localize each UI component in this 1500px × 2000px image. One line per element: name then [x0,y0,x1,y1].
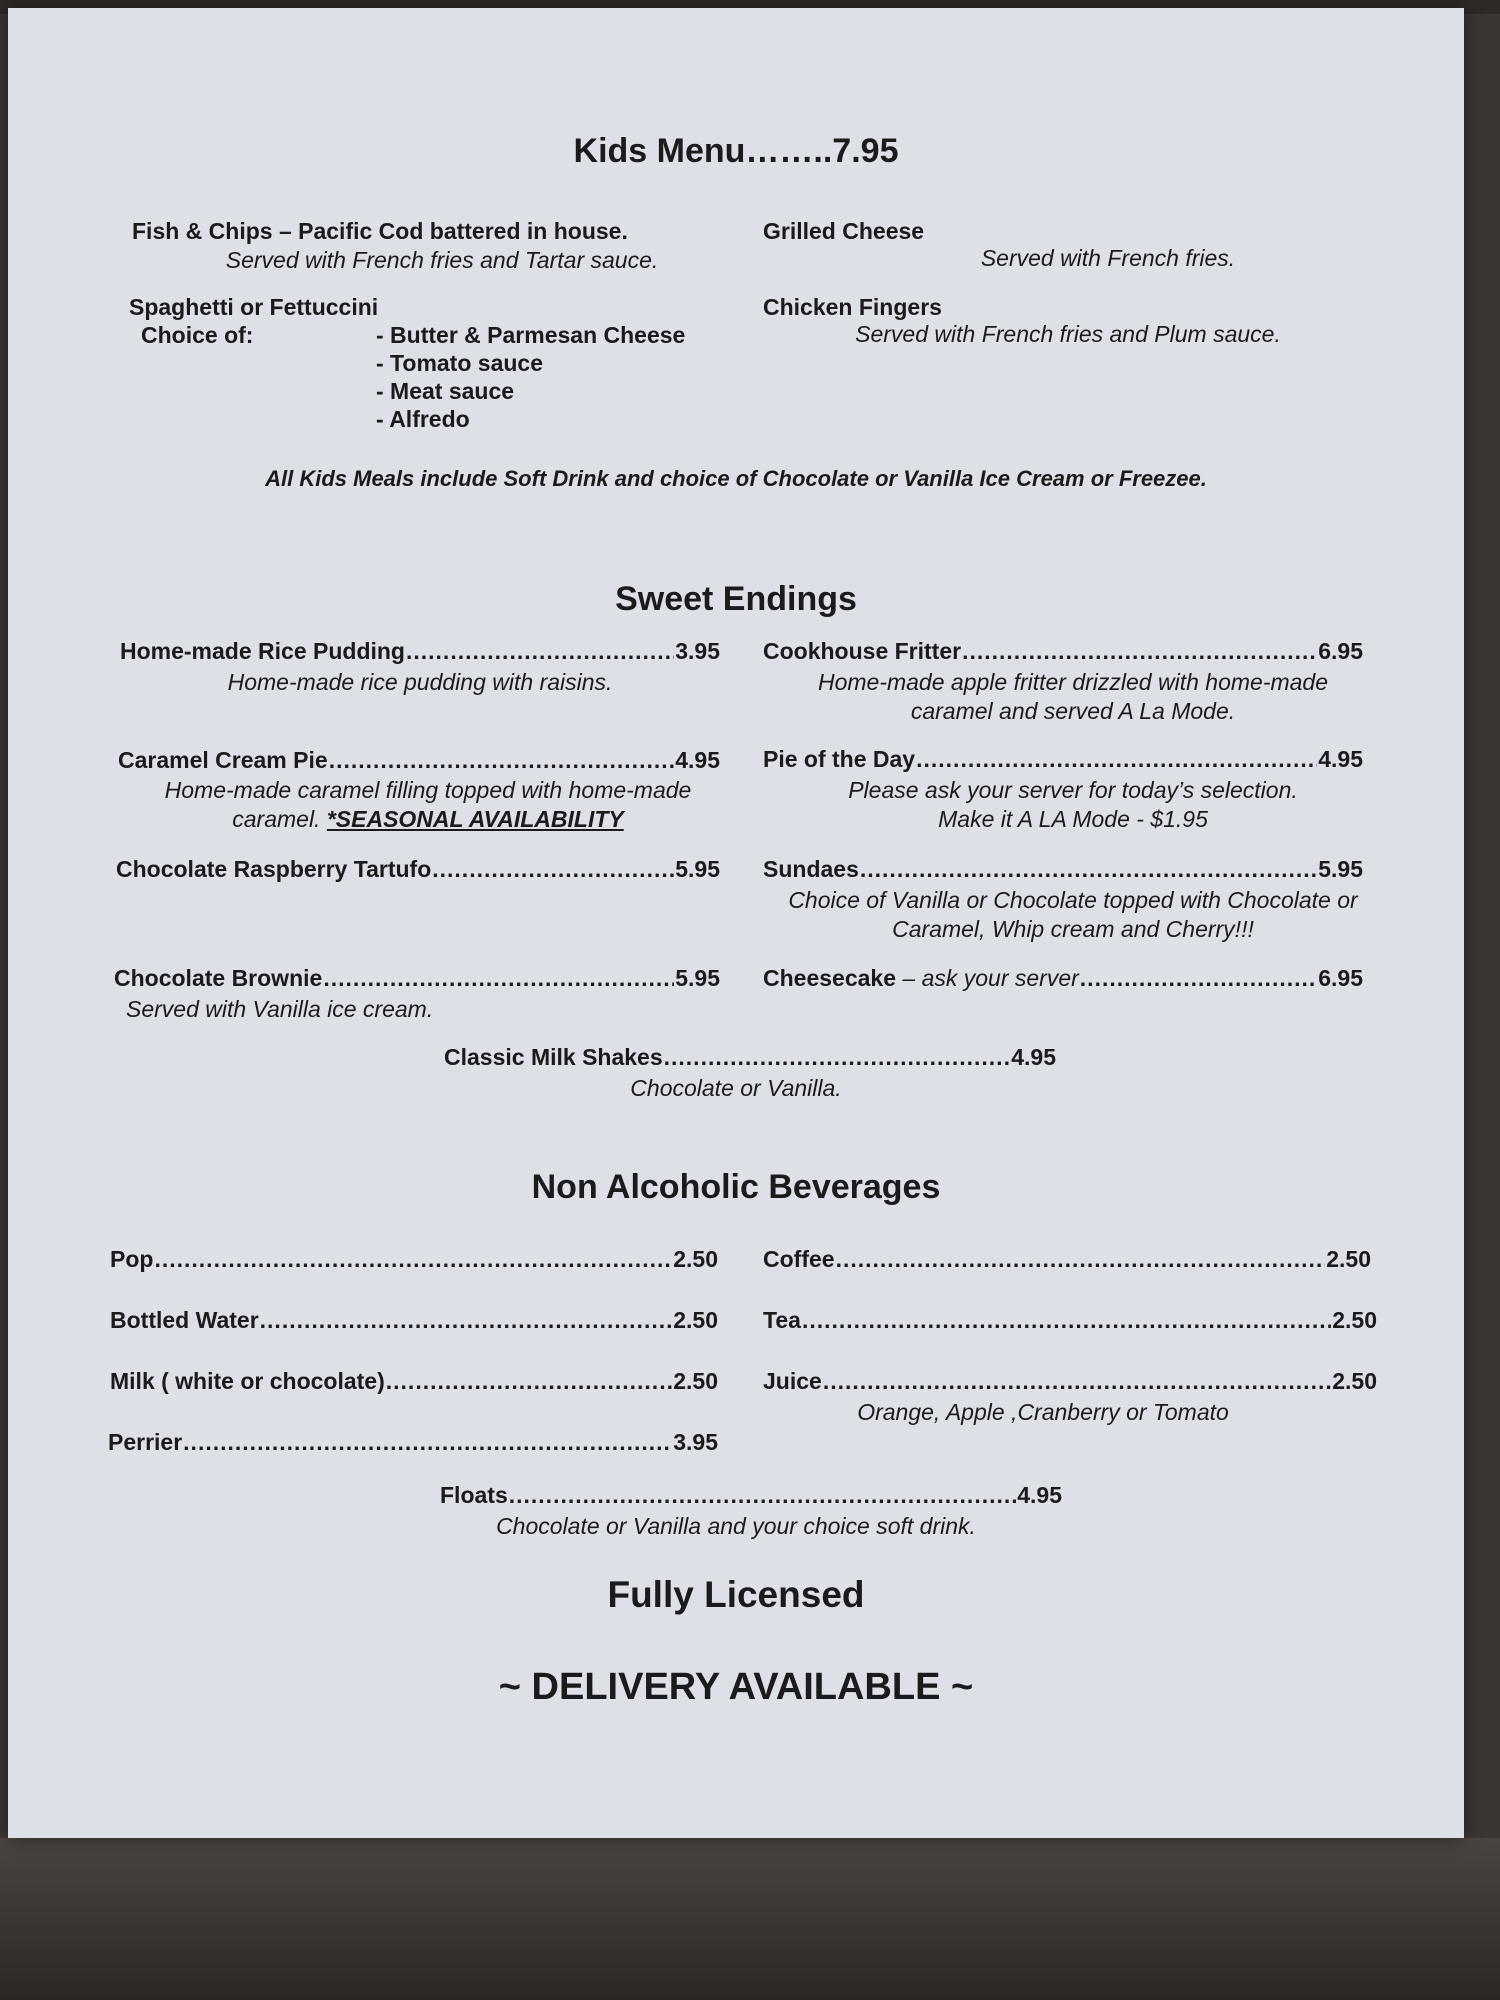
kids-meals-note: All Kids Meals include Soft Drink and choice of Chocolate or Vanilla Ice Cream or Freezee. [265,466,1207,491]
coffee-name: Coffee [763,1246,835,1272]
cookhouse-fritter-name: Cookhouse Fritter [763,638,962,664]
cheesecake-suffix: – ask your server [896,965,1079,991]
water-line [110,1307,718,1334]
delivery-available: ~ DELIVERY AVAILABLE ~ [498,1666,974,1708]
pie-of-day-name: Pie of the Day [763,746,916,772]
dot-leader [664,1044,1011,1071]
grilled-cheese-name: Grilled Cheese [763,218,925,244]
dot-leader [183,1429,672,1456]
dot-leader [916,746,1317,773]
pie-of-day-a-la-mode: Make it A LA Mode - $1.95 [938,806,1208,832]
coffee-price: 2.50 [1326,1246,1371,1272]
cheesecake-price: 6.95 [1318,965,1363,991]
perrier-line [108,1429,718,1456]
cookhouse-fritter-line [763,638,1363,665]
cheesecake-name [763,965,1079,992]
dot-leader [823,1368,1331,1395]
pop-price: 2.50 [673,1246,718,1272]
dot-leader [962,638,1317,665]
spaghetti-choice-1: - Butter & Parmesan Cheese [376,322,686,348]
tea-name: Tea [763,1307,801,1333]
coffee-line [763,1246,1371,1273]
dot-leader [386,1368,672,1395]
spaghetti-choice-2: - Tomato sauce [376,350,543,376]
milk-price: 2.50 [673,1368,718,1394]
beverages-title: Non Alcoholic Beverages [531,1168,941,1206]
sundaes-name: Sundaes [763,856,859,882]
perrier-price: 3.95 [673,1429,718,1455]
cheesecake-line [763,965,1363,992]
pie-of-day-line [763,746,1363,773]
kids-menu-title: Kids Menu……..7.95 [573,132,899,170]
sweet-endings-title: Sweet Endings [615,580,857,618]
dot-leader [432,856,674,883]
spaghetti-choice-3: - Meat sauce [376,378,515,404]
milk-shakes-name: Classic Milk Shakes [444,1044,663,1070]
juice-line [763,1368,1377,1395]
dot-leader [329,747,675,774]
juice-price: 2.50 [1332,1368,1377,1394]
brownie-name: Chocolate Brownie [114,965,323,991]
rice-pudding-desc: Home-made rice pudding with raisins. [227,669,613,695]
juice-desc: Orange, Apple ,Cranberry or Tomato [857,1399,1229,1425]
water-name: Bottled Water [110,1307,259,1333]
cookhouse-fritter-desc: Home-made apple fritter drizzled with home-made caramel and served A La Mode. [817,669,1329,724]
caramel-pie-desc-block [148,776,708,834]
spaghetti-name: Spaghetti or Fettuccini [129,294,379,320]
dot-leader [406,638,674,665]
chicken-fingers-desc: Served with French fries and Plum sauce. [855,321,1281,347]
spaghetti-choice-label: Choice of: [141,322,254,348]
sundaes-price: 5.95 [1318,856,1363,882]
cheesecake-title: Cheesecake [763,965,896,991]
pie-of-day-price: 4.95 [1318,746,1363,772]
milk-name: Milk ( white or chocolate) [110,1368,385,1394]
dot-leader [860,856,1317,883]
rice-pudding-name: Home-made Rice Pudding [120,638,405,664]
brownie-price: 5.95 [675,965,720,991]
chicken-fingers-name: Chicken Fingers [763,294,942,320]
grilled-cheese-desc: Served with French fries. [980,245,1236,271]
dot-leader [836,1246,1326,1273]
fish-chips-name: Fish & Chips – Pacific Cod battered in house. [132,218,628,244]
brownie-line [114,965,720,992]
milk-shakes-line [444,1044,1056,1071]
milk-line [110,1368,718,1395]
milk-shakes-price: 4.95 [1011,1044,1056,1070]
caramel-pie-line [118,747,720,774]
sundaes-line [763,856,1363,883]
dot-leader [323,965,674,992]
tartufo-line [116,856,720,883]
dot-leader [509,1482,1017,1509]
pop-line [110,1246,718,1273]
rice-pudding-price: 3.95 [675,638,720,664]
caramel-pie-price: 4.95 [675,747,720,773]
juice-name: Juice [763,1368,822,1394]
floats-desc: Chocolate or Vanilla and your choice soft drink. [496,1513,976,1539]
floats-name: Floats [440,1482,508,1508]
water-price: 2.50 [673,1307,718,1333]
brownie-desc: Served with Vanilla ice cream. [126,996,434,1022]
perrier-name: Perrier [108,1429,183,1455]
seasonal-availability: *SEASONAL AVAILABILITY [326,806,624,832]
spaghetti-choice-4: - Alfredo [376,406,470,432]
tartufo-name: Chocolate Raspberry Tartufo [116,856,432,882]
dot-leader [802,1307,1331,1334]
rice-pudding-line [120,638,720,665]
pie-of-day-desc: Please ask your server for today’s selection. [848,777,1298,803]
pop-name: Pop [110,1246,154,1272]
dot-leader [260,1307,673,1334]
caramel-pie-desc: Home-made caramel filling topped with home-made caramel. [164,777,692,832]
fish-chips-desc: Served with French fries and Tartar sauce. [225,247,659,273]
tea-price: 2.50 [1332,1307,1377,1333]
floats-line [440,1482,1062,1509]
table-surface [0,1838,1500,2000]
dot-leader [154,1246,672,1273]
tea-line [763,1307,1377,1334]
caramel-pie-name: Caramel Cream Pie [118,747,328,773]
menu-page [8,8,1464,1838]
fully-licensed: Fully Licensed [607,1574,865,1615]
dot-leader [1080,965,1317,992]
milk-shakes-desc: Chocolate or Vanilla. [630,1075,842,1101]
tartufo-price: 5.95 [675,856,720,882]
cookhouse-fritter-price: 6.95 [1318,638,1363,664]
floats-price: 4.95 [1017,1482,1062,1508]
sundaes-desc: Choice of Vanilla or Chocolate topped with Chocolate or Caramel, Whip cream and Cherry!!! [788,887,1358,942]
